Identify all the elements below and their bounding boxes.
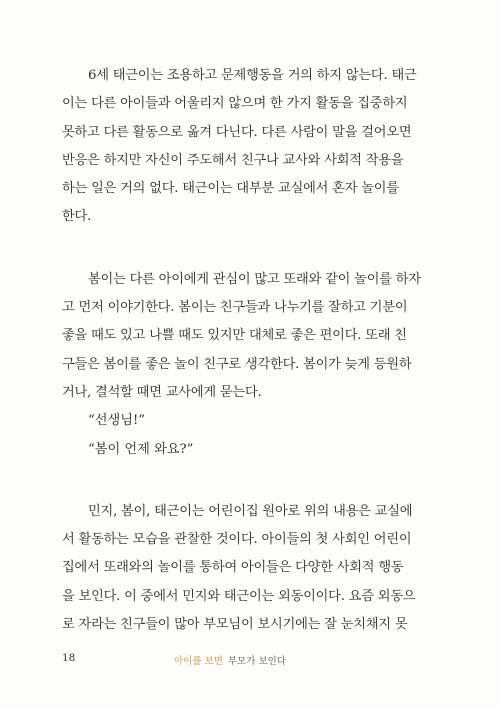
text-line: 로 자라는 친구들이 많아 부모님이 보시기에는 잘 눈치채지 못 [62,617,408,633]
text-line: 좋을 때도 있고 나쁠 때도 있지만 대체로 좋은 편이다. 또래 친 [62,328,407,344]
text-line: 을 보인다. 이 중에서 민지와 태근이는 외동이이다. 요즘 외동으 [62,588,416,604]
body-text [62,62,440,673]
text-line: 서 활동하는 모습을 관찰한 것이다. 아이들의 첫 사회인 어린이 [62,532,412,548]
text-line: 봄이는 다른 아이에게 관심이 많고 또래와 같이 놀이를 하자 [88,271,421,287]
running-head-title-part2: 부모가 보인다 [227,656,286,667]
text-line: 이는 다른 아이들과 어울리지 않으며 한 가지 활동을 집중하지 [62,96,408,112]
text-line: 고 먼저 이야기한다. 봄이는 친구들과 나누기를 잘하고 기분이 [62,300,408,316]
text-line: 집에서 또래와의 놀이를 통하여 아이들은 다양한 사회적 행동 [62,560,404,576]
text-line: 반응은 하지만 자신이 주도해서 친구나 교사와 사회적 작용을 [62,152,404,168]
text-line: 한다. [62,209,92,225]
text-line: 하는 일은 거의 없다. 태근이는 대부분 교실에서 혼자 놀이를 [62,181,399,197]
page-footer [62,652,440,670]
text-line: 못하고 다른 활동으로 옮겨 다닌다. 다른 사람이 말을 걸어오면 [62,124,412,140]
dialog-quotes [62,407,440,464]
text-line: 거나, 결석할 때면 교사에게 묻는다. [62,384,262,400]
text-line: 민지, 봄이, 태근이는 어린이집 원아로 위의 내용은 교실에 [88,503,413,519]
quote-line: “봄이 언제 와요?” [88,441,194,457]
running-head [174,653,286,667]
paragraph-taegeun [62,62,440,232]
text-line: 6세 태근이는 조용하고 문제행동을 거의 하지 않는다. 태근 [88,68,417,83]
paragraph-summary [62,498,440,639]
text-line: 구들은 봄이를 좋은 놀이 친구로 생각한다. 봄이가 늦게 등원하 [62,356,412,372]
page-number: 18 [62,652,76,664]
running-head-title-part1: 아이를 보면 [174,656,223,667]
quote-line: “선생님!” [88,413,146,429]
paragraph-bomi [62,266,440,407]
